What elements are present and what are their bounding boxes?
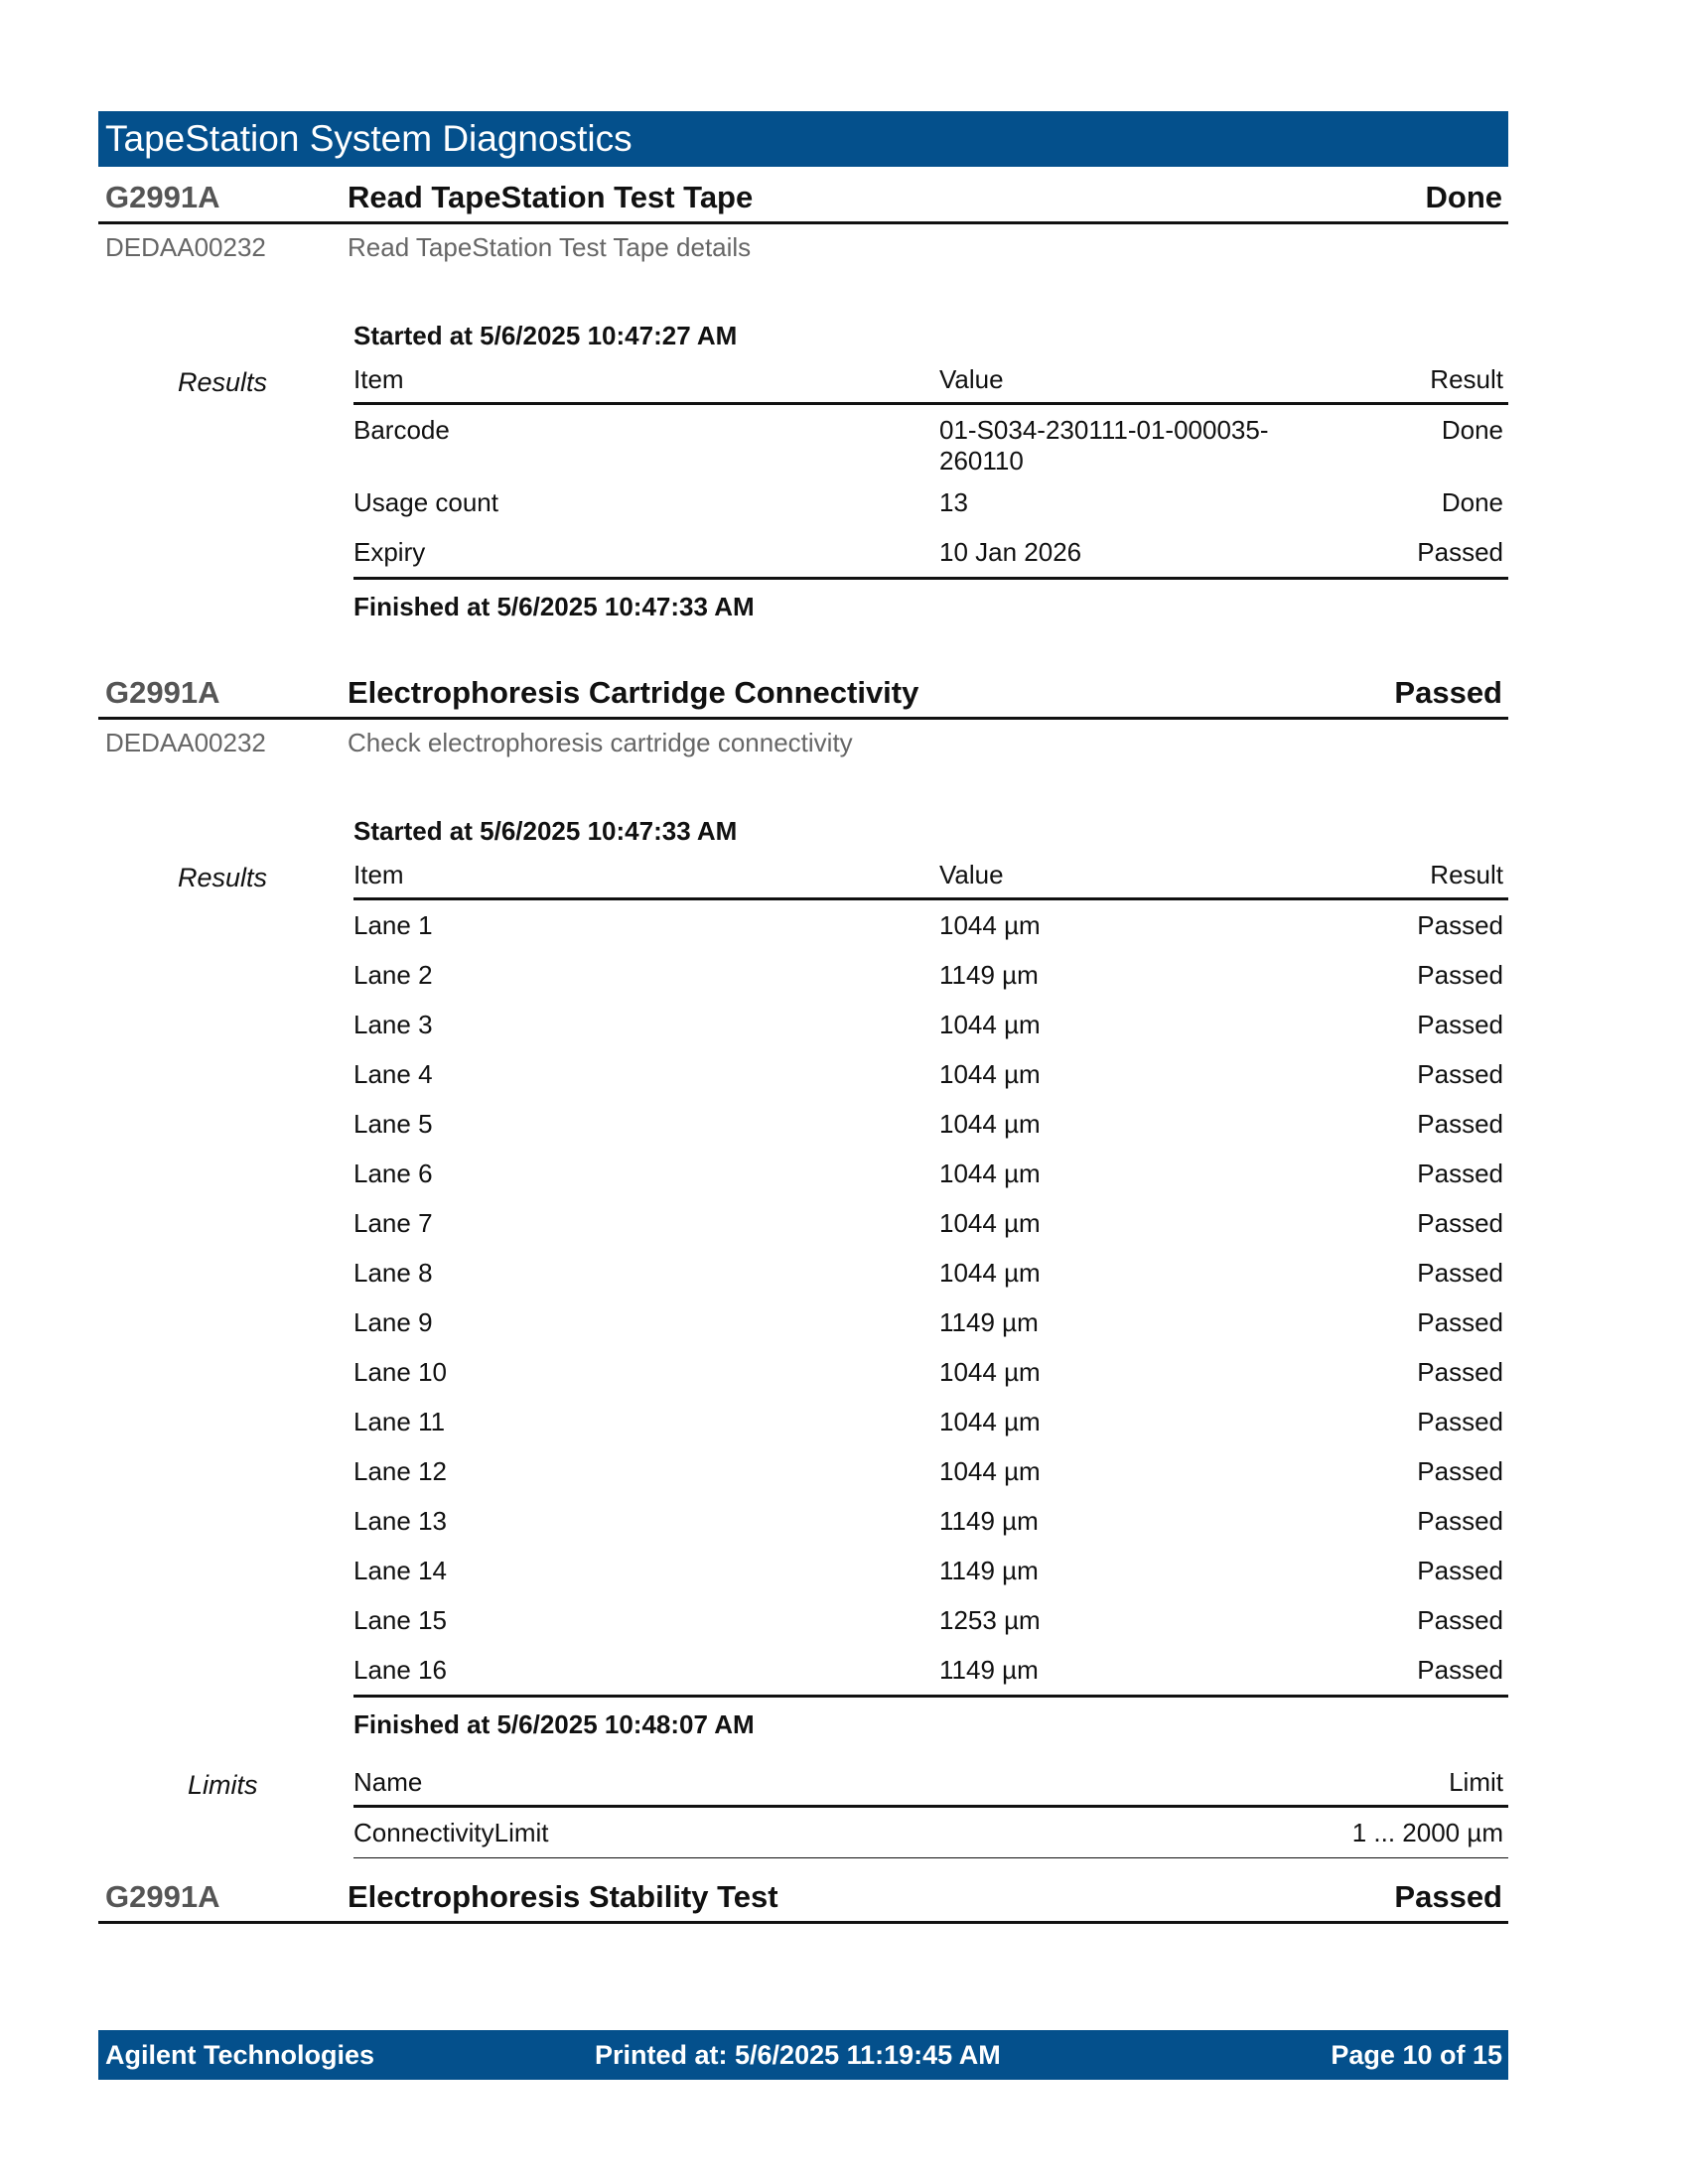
row-item: Lane 14 [353,1556,447,1585]
test-header [98,662,1508,720]
test-model: G2991A [105,180,220,214]
report-title: TapeStation System Diagnostics [98,111,1508,167]
table-row [353,1645,1508,1695]
row-result: Passed [1417,960,1503,990]
test-serial: DEDAA00232 [105,728,266,757]
row-value: 1253 µm [939,1605,1041,1635]
row-item: Lane 5 [353,1109,433,1139]
table-row [353,1446,1508,1496]
results-block [98,851,1508,1698]
table-row [353,1248,1508,1297]
row-value: 1044 µm [939,1407,1041,1436]
results-rows [353,900,1508,1695]
row-result: Passed [1417,1506,1503,1536]
row-value: 10 Jan 2026 [939,537,1082,567]
table-row [353,1397,1508,1446]
table-row [353,950,1508,1000]
row-item: Lane 11 [353,1407,446,1436]
row-value: 1044 µm [939,1456,1041,1486]
results-block [98,355,1508,580]
test-section-read-test-tape [98,167,1508,622]
row-result: Passed [1417,1159,1503,1188]
test-subline [98,232,1508,263]
row-item: Lane 4 [353,1059,433,1089]
table-row [353,1198,1508,1248]
test-finished: Finished at 5/6/2025 10:47:33 AM [353,592,755,621]
col-result-header: Result [1430,860,1503,889]
table-row [353,1808,1508,1857]
row-result: Passed [1417,1556,1503,1585]
row-item: Lane 7 [353,1208,433,1238]
table-divider [353,1857,1508,1858]
test-status: Passed [1394,675,1502,710]
test-serial: DEDAA00232 [105,232,266,262]
row-value: 1149 µm [939,1506,1039,1536]
row-result: Passed [1417,1307,1503,1337]
test-name: Electrophoresis Cartridge Connectivity [348,675,919,710]
test-finished: Finished at 5/6/2025 10:48:07 AM [353,1709,755,1739]
row-result: Passed [1417,1208,1503,1238]
row-item: Expiry [353,537,426,567]
table-row [353,527,1508,577]
table-row [353,900,1508,950]
row-item: Lane 3 [353,1010,433,1039]
limits-header-row [353,1758,1508,1808]
col-value-header: Value [939,364,1004,394]
col-name-header: Name [353,1767,423,1797]
results-table [353,851,1508,1698]
page-footer [98,2030,1508,2080]
row-item: Lane 13 [353,1506,447,1536]
test-started: Started at 5/6/2025 10:47:27 AM [353,321,738,350]
footer-printed: Printed at: 5/6/2025 11:19:45 AM [595,2039,1001,2070]
test-model: G2991A [105,1879,220,1914]
test-header [98,167,1508,224]
limit-name: ConnectivityLimit [353,1818,549,1847]
results-label: Results [178,367,268,397]
results-label: Results [178,863,268,892]
table-row [353,478,1508,527]
row-item: Lane 16 [353,1655,447,1685]
row-result: Passed [1417,1059,1503,1089]
row-result: Passed [1417,1655,1503,1685]
table-row [353,1347,1508,1397]
row-value: 1044 µm [939,1109,1041,1139]
row-result: Passed [1417,1456,1503,1486]
row-value: 1044 µm [939,1258,1041,1288]
row-result: Passed [1417,1010,1503,1039]
row-value: 1044 µm [939,1357,1041,1387]
table-row [353,1000,1508,1049]
row-item: Lane 1 [353,910,433,940]
test-subline [98,728,1508,758]
row-value: 1149 µm [939,1307,1039,1337]
limits-table [353,1758,1508,1858]
row-item: Barcode [353,415,450,445]
test-status: Done [1425,180,1502,214]
table-row [353,1049,1508,1099]
limits-label: Limits [188,1770,258,1800]
row-value: 1149 µm [939,960,1039,990]
table-row [353,1149,1508,1198]
row-value: 1044 µm [939,1010,1041,1039]
row-result: Passed [1417,1605,1503,1635]
row-value: 1149 µm [939,1556,1039,1585]
row-item: Lane 10 [353,1357,447,1387]
limit-value: 1 ... 2000 µm [1351,1818,1503,1847]
results-header-row [353,851,1508,900]
col-item-header: Item [353,364,404,394]
footer-page-number: Page 10 of 15 [1331,2039,1502,2070]
test-description: Check electrophoresis cartridge connectivity [348,728,853,757]
test-description: Read TapeStation Test Tape details [348,232,752,262]
col-value-header: Value [939,860,1004,889]
row-item: Lane 9 [353,1307,433,1337]
test-section-stability [98,1866,1508,1924]
row-item: Lane 15 [353,1605,447,1635]
test-section-cartridge-connectivity [98,662,1508,1858]
row-result: Passed [1417,1407,1503,1436]
row-value: 1044 µm [939,910,1041,940]
limits-block [98,1758,1508,1858]
table-row [353,1595,1508,1645]
table-row [353,1099,1508,1149]
table-row [353,1496,1508,1546]
test-model: G2991A [105,675,220,710]
row-value: 1044 µm [939,1159,1041,1188]
test-header [98,1866,1508,1924]
col-result-header: Result [1430,364,1503,394]
row-result: Passed [1417,1258,1503,1288]
table-divider [353,577,1508,580]
row-item: Lane 12 [353,1456,447,1486]
footer-company: Agilent Technologies [105,2039,375,2070]
row-item: Lane 6 [353,1159,433,1188]
row-value: 13 [939,487,968,517]
row-result: Done [1441,487,1503,517]
table-row [353,1297,1508,1347]
row-value: 1044 µm [939,1208,1041,1238]
test-name: Electrophoresis Stability Test [348,1879,778,1914]
test-name: Read TapeStation Test Tape [348,180,754,214]
row-item: Lane 8 [353,1258,433,1288]
col-item-header: Item [353,860,404,889]
test-started: Started at 5/6/2025 10:47:33 AM [353,816,738,846]
row-value: 01-S034-230111-01-000035-260110 [939,415,1269,476]
table-row [353,1546,1508,1595]
row-result: Passed [1417,1357,1503,1387]
col-limit-header: Limit [1449,1767,1503,1797]
row-result: Passed [1417,537,1503,567]
table-row [353,405,1508,478]
row-item: Usage count [353,487,498,517]
row-item: Lane 2 [353,960,433,990]
test-status: Passed [1394,1879,1502,1914]
row-result: Passed [1417,910,1503,940]
results-header-row [353,355,1508,405]
row-result: Passed [1417,1109,1503,1139]
row-value: 1149 µm [939,1655,1039,1685]
results-table [353,355,1508,580]
row-value: 1044 µm [939,1059,1041,1089]
report-page [98,111,1508,1924]
row-result: Done [1441,415,1503,445]
table-divider [353,1695,1508,1698]
